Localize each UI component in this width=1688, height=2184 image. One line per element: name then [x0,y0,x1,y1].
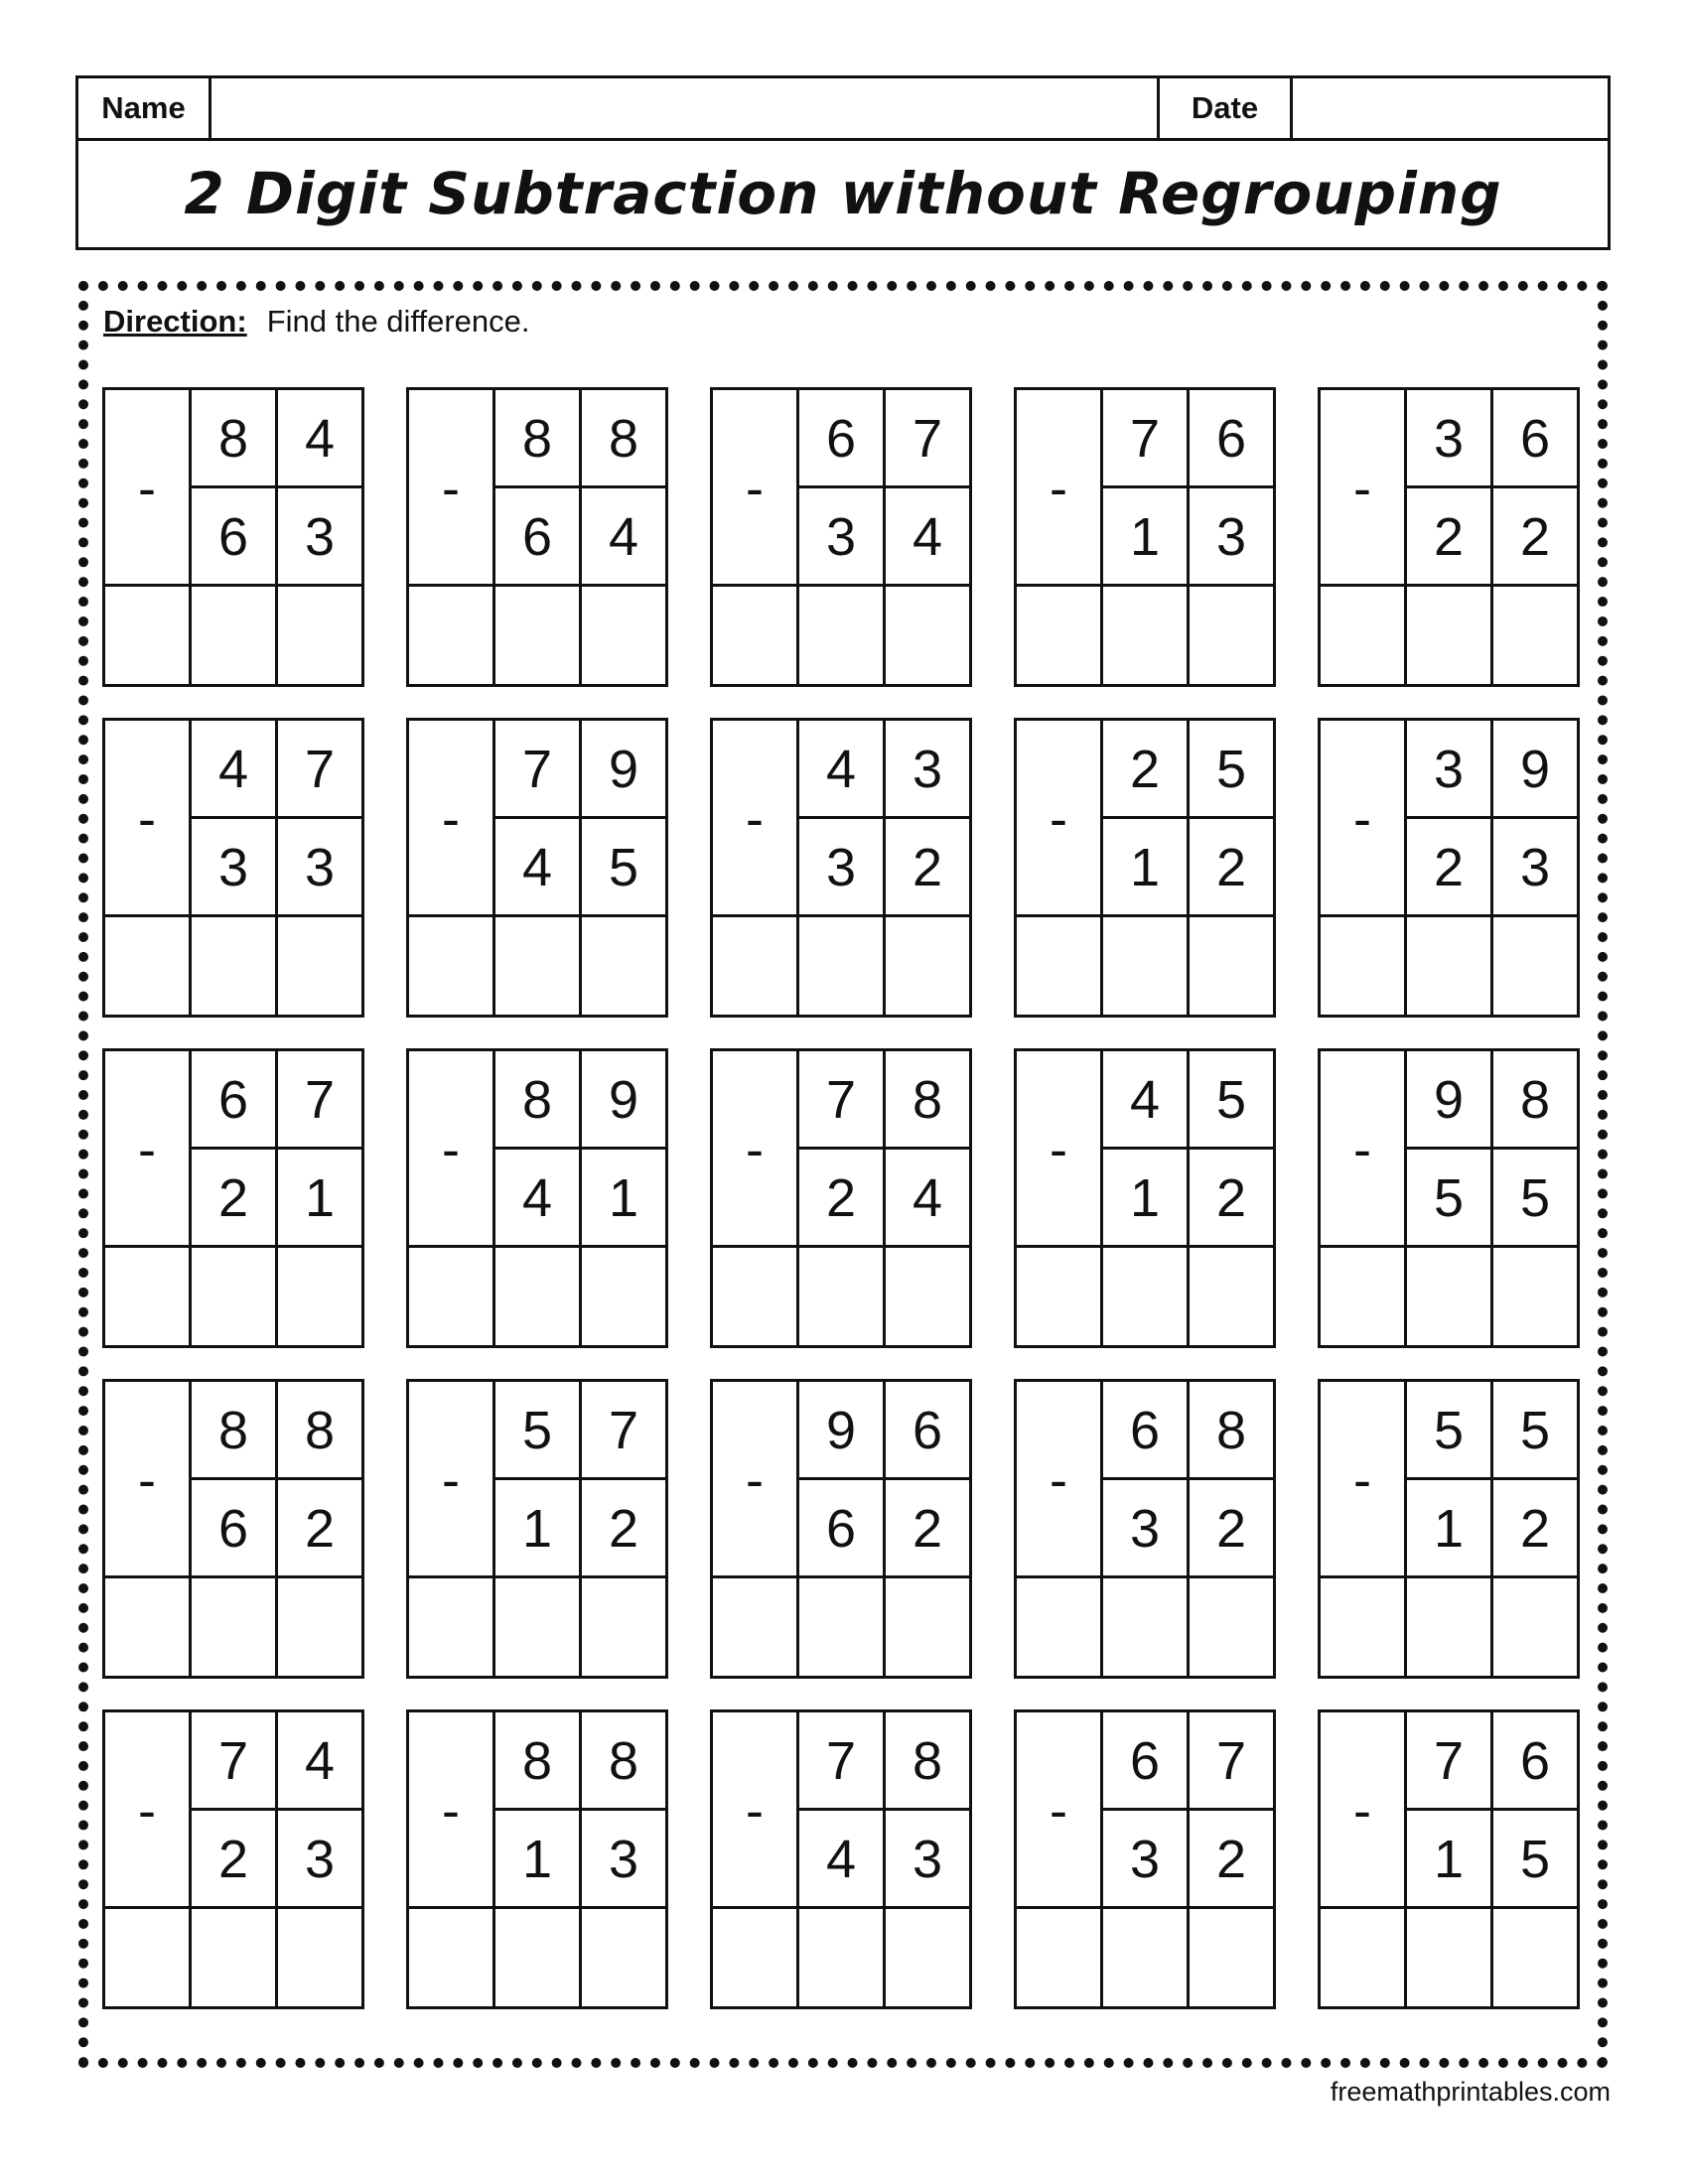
minuend-ones: 9 [1493,721,1577,819]
footer-url: freemathprintables.com [1330,2077,1611,2107]
minuend-tens: 8 [495,390,582,488]
subtrahend-ones: 3 [1493,819,1577,917]
answer-cell[interactable] [105,1909,192,2006]
minuend-tens: 5 [495,1382,582,1480]
subtraction-problem [710,1379,972,1679]
subtrahend-tens: 4 [799,1811,886,1909]
answer-cell[interactable] [582,1248,665,1345]
date-label: Date [1160,78,1293,138]
answer-cell[interactable] [1321,917,1407,1015]
minuend-tens: 7 [192,1712,278,1811]
answer-cell[interactable] [1190,1578,1273,1676]
minuend-tens: 4 [192,721,278,819]
subtraction-problem [406,718,668,1018]
minuend-tens: 4 [799,721,886,819]
minuend-ones: 8 [582,390,665,488]
minuend-ones: 6 [886,1382,969,1480]
minus-sign: - [409,1712,495,1909]
minus-sign: - [1017,1712,1103,1909]
subtraction-problem [710,718,972,1018]
subtrahend-tens: 6 [495,488,582,587]
worksheet-header [75,75,1611,250]
answer-cell[interactable] [799,587,886,684]
minus-sign: - [1017,390,1103,587]
subtrahend-tens: 5 [1407,1150,1493,1248]
minus-sign: - [713,721,799,917]
answer-cell[interactable] [713,917,799,1015]
minuend-tens: 5 [1407,1382,1493,1480]
subtraction-problem [1014,1048,1276,1348]
answer-cell[interactable] [799,1578,886,1676]
minus-sign: - [1321,1712,1407,1909]
subtraction-problem [1318,1048,1580,1348]
minus-sign: - [713,1051,799,1248]
minus-sign: - [409,390,495,587]
subtrahend-tens: 4 [495,1150,582,1248]
answer-cell[interactable] [582,1909,665,2006]
subtraction-problem [102,1709,364,2009]
subtrahend-ones: 2 [886,1480,969,1578]
subtraction-problem [1014,1709,1276,2009]
subtrahend-tens: 6 [192,1480,278,1578]
answer-cell[interactable] [1321,1909,1407,2006]
answer-cell[interactable] [105,1578,192,1676]
subtrahend-ones: 5 [1493,1811,1577,1909]
minus-sign: - [1321,1051,1407,1248]
minuend-tens: 2 [1103,721,1190,819]
minuend-ones: 9 [582,721,665,819]
subtrahend-ones: 2 [1493,488,1577,587]
answer-cell[interactable] [495,1909,582,2006]
answer-cell[interactable] [495,917,582,1015]
subtrahend-tens: 2 [799,1150,886,1248]
subtrahend-tens: 6 [799,1480,886,1578]
answer-cell[interactable] [1493,1578,1577,1676]
name-date-row [78,78,1608,141]
minus-sign: - [409,1051,495,1248]
minus-sign: - [409,1382,495,1578]
answer-cell[interactable] [105,917,192,1015]
answer-cell[interactable] [1493,917,1577,1015]
answer-cell[interactable] [1103,917,1190,1015]
answer-cell[interactable] [1407,1578,1493,1676]
subtrahend-tens: 2 [192,1811,278,1909]
answer-cell[interactable] [1321,587,1407,684]
minuend-tens: 7 [1103,390,1190,488]
subtraction-problem [710,1048,972,1348]
answer-cell[interactable] [1017,917,1103,1015]
subtraction-problem [406,1048,668,1348]
answer-cell[interactable] [886,587,969,684]
subtrahend-ones: 2 [582,1480,665,1578]
subtrahend-ones: 5 [1493,1150,1577,1248]
answer-cell[interactable] [1103,1909,1190,2006]
subtrahend-ones: 2 [1190,1150,1273,1248]
subtrahend-tens: 3 [1103,1480,1190,1578]
subtrahend-ones: 3 [278,488,361,587]
minuend-ones: 5 [1190,721,1273,819]
minuend-ones: 7 [886,390,969,488]
answer-cell[interactable] [1493,587,1577,684]
answer-cell[interactable] [192,1909,278,2006]
minus-sign: - [713,390,799,587]
answer-cell[interactable] [1017,1578,1103,1676]
subtraction-problem [406,1709,668,2009]
answer-cell[interactable] [886,1248,969,1345]
answer-cell[interactable] [495,1578,582,1676]
subtraction-problem [1014,387,1276,687]
answer-cell[interactable] [1321,1248,1407,1345]
subtrahend-ones: 1 [582,1150,665,1248]
subtrahend-tens: 1 [1407,1811,1493,1909]
minuend-ones: 6 [1493,390,1577,488]
subtrahend-tens: 1 [1103,488,1190,587]
minuend-tens: 7 [799,1712,886,1811]
subtrahend-tens: 2 [1407,488,1493,587]
minuend-ones: 5 [1190,1051,1273,1150]
minuend-tens: 8 [495,1051,582,1150]
subtraction-problem [102,718,364,1018]
answer-cell[interactable] [192,1578,278,1676]
answer-cell[interactable] [409,1909,495,2006]
subtraction-problem [102,1379,364,1679]
subtraction-problem [1014,1379,1276,1679]
answer-cell[interactable] [1407,917,1493,1015]
direction-line [103,304,530,340]
subtrahend-tens: 1 [495,1480,582,1578]
minus-sign: - [1017,721,1103,917]
subtrahend-ones: 3 [886,1811,969,1909]
subtrahend-ones: 2 [1190,819,1273,917]
minuend-ones: 6 [1190,390,1273,488]
subtrahend-ones: 2 [278,1480,361,1578]
answer-cell[interactable] [278,917,361,1015]
answer-cell[interactable] [799,1248,886,1345]
subtrahend-ones: 3 [278,1811,361,1909]
subtraction-problem [710,1709,972,2009]
subtrahend-tens: 4 [495,819,582,917]
minuend-ones: 8 [886,1051,969,1150]
minus-sign: - [105,390,192,587]
subtrahend-ones: 3 [1190,488,1273,587]
minuend-tens: 8 [192,1382,278,1480]
minus-sign: - [713,1712,799,1909]
minuend-tens: 8 [192,390,278,488]
answer-cell[interactable] [713,587,799,684]
minuend-ones: 8 [582,1712,665,1811]
answer-cell[interactable] [1321,1578,1407,1676]
minuend-tens: 7 [799,1051,886,1150]
subtrahend-tens: 3 [1103,1811,1190,1909]
direction-text: Find the difference. [266,304,530,339]
answer-cell[interactable] [582,917,665,1015]
minuend-tens: 6 [1103,1712,1190,1811]
direction-label: Direction: [103,304,247,339]
subtrahend-ones: 4 [582,488,665,587]
minuend-tens: 4 [1103,1051,1190,1150]
minuend-ones: 7 [278,721,361,819]
minuend-ones: 4 [278,1712,361,1811]
answer-cell[interactable] [799,917,886,1015]
name-label: Name [78,78,211,138]
minus-sign: - [1017,1382,1103,1578]
answer-cell[interactable] [582,587,665,684]
subtrahend-ones: 1 [278,1150,361,1248]
subtrahend-ones: 2 [1493,1480,1577,1578]
answer-cell[interactable] [886,1909,969,2006]
subtraction-problem [1318,1709,1580,2009]
minuend-ones: 8 [1190,1382,1273,1480]
minus-sign: - [1017,1051,1103,1248]
problem-grid [102,387,1582,2015]
subtraction-problem [1318,718,1580,1018]
subtrahend-tens: 1 [495,1811,582,1909]
subtraction-problem [1318,387,1580,687]
subtrahend-tens: 2 [192,1150,278,1248]
minuend-tens: 6 [192,1051,278,1150]
answer-cell[interactable] [192,587,278,684]
answer-cell[interactable] [1493,1909,1577,2006]
minuend-ones: 8 [1493,1051,1577,1150]
answer-cell[interactable] [1190,1248,1273,1345]
minuend-tens: 9 [799,1382,886,1480]
minuend-tens: 6 [1103,1382,1190,1480]
answer-cell[interactable] [192,1248,278,1345]
minuend-tens: 6 [799,390,886,488]
answer-cell[interactable] [409,1248,495,1345]
subtraction-problem [406,1379,668,1679]
subtraction-problem [406,387,668,687]
minuend-ones: 8 [886,1712,969,1811]
minuend-tens: 3 [1407,721,1493,819]
answer-cell[interactable] [1190,1909,1273,2006]
minus-sign: - [105,721,192,917]
minus-sign: - [105,1712,192,1909]
minuend-ones: 7 [1190,1712,1273,1811]
answer-cell[interactable] [278,587,361,684]
subtrahend-tens: 3 [799,819,886,917]
minus-sign: - [1321,721,1407,917]
subtraction-problem [710,387,972,687]
answer-cell[interactable] [1407,1909,1493,2006]
answer-cell[interactable] [1017,1909,1103,2006]
answer-cell[interactable] [1103,1578,1190,1676]
answer-cell[interactable] [1103,587,1190,684]
minuend-ones: 7 [582,1382,665,1480]
minuend-ones: 9 [582,1051,665,1150]
minus-sign: - [713,1382,799,1578]
minuend-tens: 9 [1407,1051,1493,1150]
answer-cell[interactable] [1190,587,1273,684]
minuend-ones: 7 [278,1051,361,1150]
minuend-ones: 3 [886,721,969,819]
answer-cell[interactable] [1103,1248,1190,1345]
answer-cell[interactable] [192,917,278,1015]
answer-cell[interactable] [409,587,495,684]
date-field[interactable] [1293,78,1608,138]
answer-cell[interactable] [278,1909,361,2006]
subtrahend-ones: 3 [582,1811,665,1909]
minus-sign: - [1321,390,1407,587]
subtrahend-ones: 2 [1190,1811,1273,1909]
minus-sign: - [105,1051,192,1248]
answer-cell[interactable] [278,1578,361,1676]
answer-cell[interactable] [886,1578,969,1676]
name-field[interactable] [211,78,1160,138]
minus-sign: - [1321,1382,1407,1578]
answer-cell[interactable] [713,1578,799,1676]
minuend-ones: 5 [1493,1382,1577,1480]
answer-cell[interactable] [886,917,969,1015]
subtraction-problem [1318,1379,1580,1679]
answer-cell[interactable] [1407,587,1493,684]
answer-cell[interactable] [495,1248,582,1345]
subtrahend-ones: 4 [886,1150,969,1248]
subtrahend-tens: 3 [799,488,886,587]
subtrahend-tens: 3 [192,819,278,917]
answer-cell[interactable] [278,1248,361,1345]
answer-cell[interactable] [105,587,192,684]
subtraction-problem [102,1048,364,1348]
answer-cell[interactable] [713,1248,799,1345]
answer-cell[interactable] [1017,1248,1103,1345]
answer-cell[interactable] [713,1909,799,2006]
answer-cell[interactable] [1017,587,1103,684]
subtrahend-tens: 1 [1103,819,1190,917]
minuend-tens: 8 [495,1712,582,1811]
answer-cell[interactable] [1407,1248,1493,1345]
subtrahend-ones: 3 [278,819,361,917]
subtraction-problem [102,387,364,687]
answer-cell[interactable] [409,917,495,1015]
answer-cell[interactable] [105,1248,192,1345]
worksheet-title: 2 Digit Subtraction without Regrouping [184,160,1502,227]
answer-cell[interactable] [1190,917,1273,1015]
minuend-ones: 4 [278,390,361,488]
answer-cell[interactable] [495,587,582,684]
subtrahend-tens: 1 [1407,1480,1493,1578]
subtrahend-tens: 2 [1407,819,1493,917]
subtrahend-ones: 4 [886,488,969,587]
answer-cell[interactable] [582,1578,665,1676]
minuend-ones: 8 [278,1382,361,1480]
subtrahend-ones: 5 [582,819,665,917]
minus-sign: - [105,1382,192,1578]
subtraction-problem [1014,718,1276,1018]
minuend-tens: 7 [1407,1712,1493,1811]
minuend-ones: 6 [1493,1712,1577,1811]
minuend-tens: 7 [495,721,582,819]
subtrahend-ones: 2 [1190,1480,1273,1578]
minus-sign: - [409,721,495,917]
answer-cell[interactable] [1493,1248,1577,1345]
subtrahend-tens: 6 [192,488,278,587]
answer-cell[interactable] [409,1578,495,1676]
answer-cell[interactable] [799,1909,886,2006]
subtrahend-ones: 2 [886,819,969,917]
subtrahend-tens: 1 [1103,1150,1190,1248]
minuend-tens: 3 [1407,390,1493,488]
